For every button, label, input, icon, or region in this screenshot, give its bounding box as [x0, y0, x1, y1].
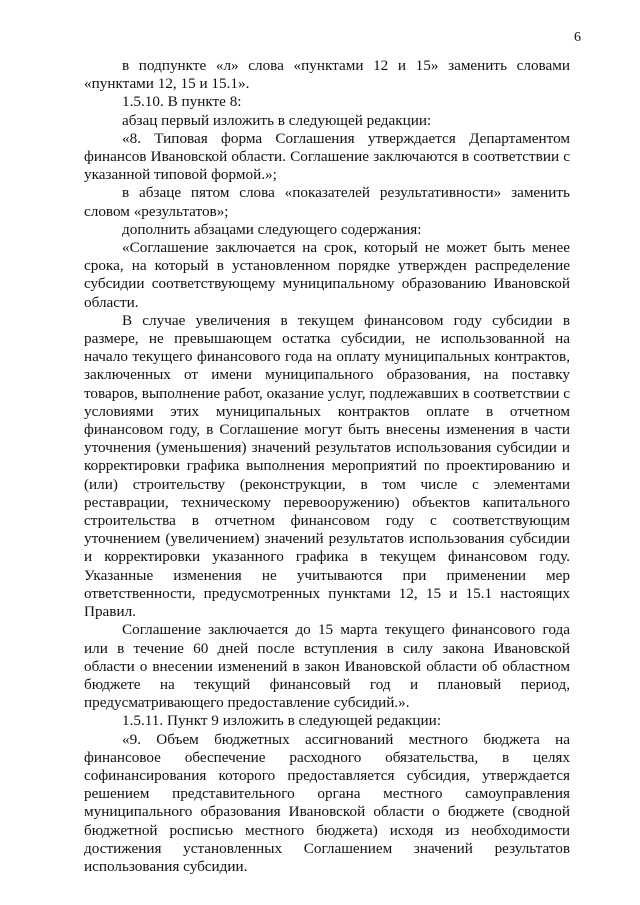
- paragraph: 1.5.11. Пункт 9 изложить в следующей редакции:: [122, 712, 442, 730]
- document-body: [84, 57, 570, 876]
- paragraph: В случае увеличения в текущем финансовом году субсидии в размере, не превышающем остатка субсидии, не использованной на начало текущего финансового года на оплату муниципальных контрактов, заключенных от имени муниципального образования, на поставку товаров, выполнение работ, оказание услуг, подлежавших в соответствии с условиями этих муниципальных контрактов оплате в отчетном финансовом году, в Соглашение могут быть внесены изменения в части уточнения (уменьшения) значений результатов использования субсидии и корректировки графика выполнения мероприятий по проектированию и (или) строительству (реконструкции, в том числе с элементами реставрации, техническому перевооружению) объектов капитального строительства в отчетном финансовом году с соответствующим уточнением (увеличением) значений результатов использования субсидии и корректировки указанного графика в текущем финансовом году. Указанные изменения не учитываются при применении мер ответственности, предусмотренных пунктами 12, 15 и 15.1 настоящих Правил.: [84, 311, 570, 621]
- paragraph: в абзаце пятом слова «показателей результативности» заменить словом «результатов»;: [84, 184, 570, 220]
- paragraph: «9. Объем бюджетных ассигнований местного бюджета на финансовое обеспечение расходного обязательства, в целях софинансирования которого предоставляется субсидия, утверждается решением представительного органа местного самоуправления муниципального образования Ивановской области о бюджете (сводной бюджетной росписью местного бюджета) исходя из необходимости достижения установленных Соглашением значений результатов использования субсидии.: [84, 730, 570, 875]
- page-number: 6: [574, 30, 581, 45]
- paragraph: абзац первый изложить в следующей редакции:: [122, 111, 432, 129]
- paragraph: дополнить абзацами следующего содержания:: [122, 220, 422, 238]
- paragraph: Соглашение заключается до 15 марта текущего финансового года или в течение 60 дней после вступления в силу закона Ивановской области о внесении изменений в закон Ивановской области об областном бюджете на текущий финансовый год и плановый период, предусматривающего предоставление субсидий.».: [84, 621, 570, 712]
- paragraph: 1.5.10. В пункте 8:: [122, 93, 242, 111]
- paragraph: «8. Типовая форма Соглашения утверждается Департаментом финансов Ивановской области. Соглашение заключаются в соответствии с указанной типовой формой.»;: [84, 129, 570, 184]
- paragraph: в подпункте «л» слова «пунктами 12 и 15» заменить словами «пунктами 12, 15 и 15.1».: [84, 57, 570, 93]
- paragraph: «Соглашение заключается на срок, который не может быть менее срока, на который в установленном порядке утвержден распределение субсидии соответствующему муниципальному образованию Ивановской области.: [84, 239, 570, 311]
